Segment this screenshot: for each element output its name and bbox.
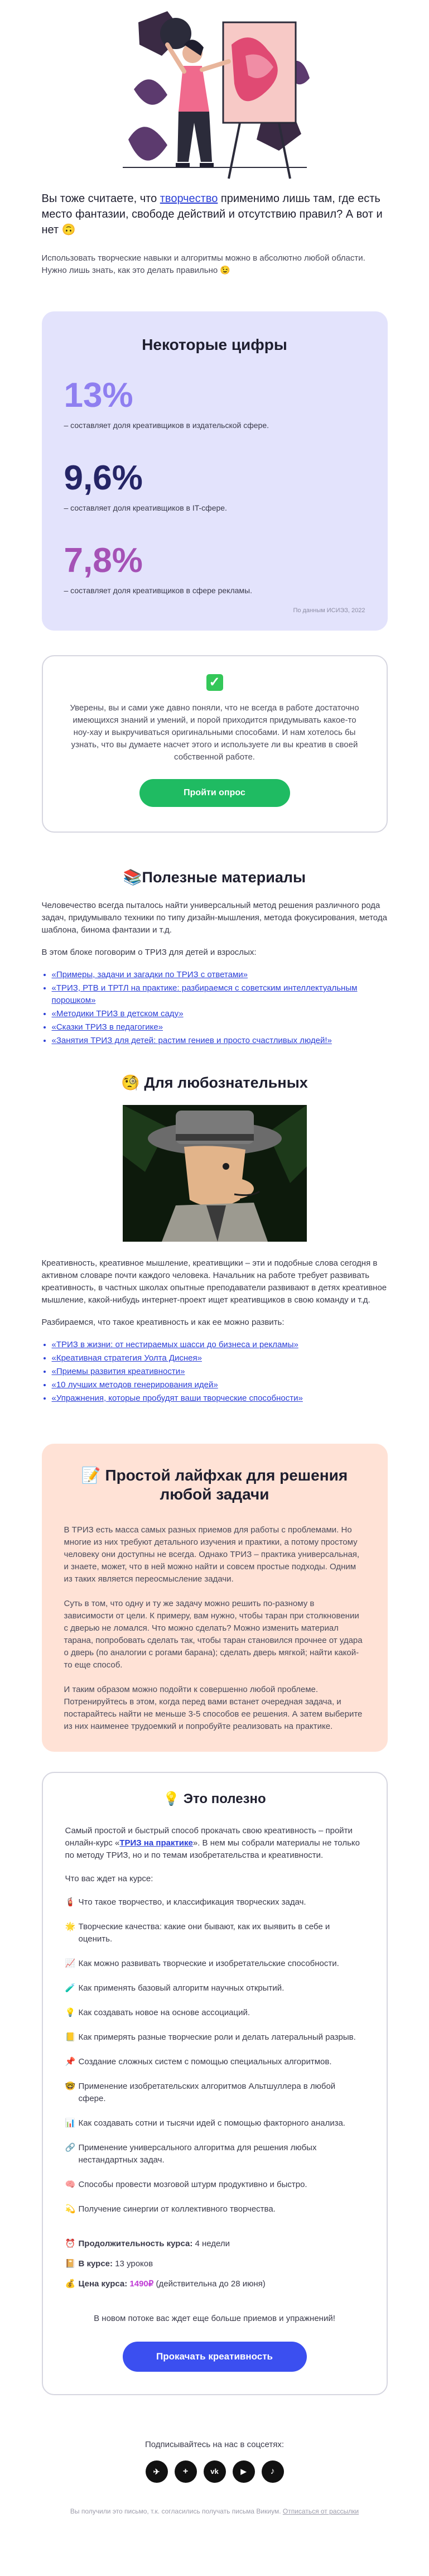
material-link[interactable]: «Занятия ТРИЗ для детей: растим гениев и просто счастливых людей!» (51, 1036, 332, 1045)
intro-text-end: применимо лишь там, где есть место фантазии, свободе действий и отсутствию правил? А вот и нет 🙃 (41, 193, 383, 236)
list-item (65, 2142, 364, 2166)
item-text: Творческие качества: какие они бывают, как их выявить в себе и оценить. (78, 1922, 330, 1944)
list-item (65, 2031, 364, 2044)
unsubscribe-link[interactable]: Отписаться от рассылки (282, 2507, 359, 2515)
intro-question (42, 191, 388, 238)
item-icon: 🧠 (65, 2180, 76, 2189)
item-icon: 📌 (65, 2057, 76, 2066)
item-text: Как создавать новое на основе ассоциаций. (78, 2008, 250, 2017)
stats-source: По данным ИСИЭЗ, 2022 (293, 607, 365, 614)
course-intro-start: Самый простой и быстрый способ прокачать свою креативность – пройти онлайн-курс « (65, 1826, 353, 1848)
list-item (65, 1958, 364, 1970)
lifehack-title: 📝 Простой лайфхак для решения любой задачи (81, 1467, 348, 1503)
item-icon: 🧯 (65, 1897, 76, 1907)
stat-text-publishing: – составляет доля креативщиков в издательской сфере. (64, 421, 269, 430)
course-price (65, 2278, 364, 2290)
list-item (65, 2203, 364, 2215)
list-item[interactable] (52, 1035, 388, 1047)
item-text: Получение синергии от коллективного творчества. (78, 2204, 276, 2214)
tiktok-icon[interactable]: ♪ (262, 2460, 284, 2483)
price-label: Цена курса: (78, 2279, 128, 2289)
stat-value-it: 9,6% (64, 459, 143, 497)
creativity-link[interactable]: творчество (160, 193, 218, 205)
curious-title: 🧐 Для любознательных (121, 1074, 308, 1091)
lifehack-paragraph-3: И таким образом можно подойти к совершенно любой проблеме. Потренируйтесь в этом, когда перед вами встанет очередная задача, и постарайтесь найти не меньше 3-5 способов ее решения. А затем выберите из них наименее трудоемкий и попробуйте реализовать на практике. (64, 1685, 363, 1731)
list-item[interactable] (52, 1008, 388, 1020)
materials-paragraph: Человечество всегда пыталось найти универсальный метод решения различного рода задач, придумывало техники по типу дизайн-мышления, метода фокусирования, метода шаблона, бинома фантазии и т.д. (41, 901, 387, 935)
list-item (65, 1921, 364, 1945)
list-item (65, 1982, 364, 1995)
money-icon: 💰 (65, 2279, 76, 2289)
list-item (65, 2056, 364, 2068)
duration-value: 4 недели (192, 2239, 230, 2248)
stats-title: Некоторые цифры (142, 336, 287, 353)
price-note: (действительна до 28 июня) (153, 2279, 266, 2289)
lifehack-card (42, 1444, 388, 1752)
item-icon: 🧪 (65, 1983, 76, 1993)
notebook-icon: 📔 (65, 2259, 76, 2269)
footer-text: Вы получили это письмо, т.к. согласились получать письма Викиум. (70, 2507, 283, 2515)
stat-text-advertising: – составляет доля креативщиков в сфере рекламы. (64, 586, 252, 595)
item-icon: 🌟 (65, 1922, 76, 1931)
item-text: Что такое творчество, и классификация творческих задач. (78, 1897, 306, 1907)
item-icon: 💫 (65, 2204, 76, 2214)
course-intro (65, 1825, 364, 1862)
material-link[interactable]: «ТРИЗ, РТВ и ТРТЛ на практике: разбираемся с советским интеллектуальным порошком» (51, 983, 358, 1005)
curious-link[interactable]: «Приемы развития креативности» (51, 1367, 185, 1376)
course-lessons (65, 2258, 364, 2270)
intro-subtext: Использовать творческие навыки и алгоритмы можно в абсолютно любой области. Нужно лишь знать, как это делать правильно 😉 (41, 253, 365, 275)
materials-intro: В этом блоке поговорим о ТРИЗ для детей и взрослых: (41, 948, 257, 957)
duration-label: Продолжительность курса: (78, 2239, 193, 2248)
price-value: 1490₽ (129, 2279, 154, 2289)
plus-icon[interactable]: + (175, 2460, 197, 2483)
check-icon: ✓ (206, 674, 223, 691)
course-note: В новом потоке вас ждет еще больше приемов и упражнений! (94, 2314, 335, 2323)
stats-card (42, 311, 388, 631)
course-intro-end: ». В нем мы собрали материалы не только по методу ТРИЗ, но и по темам изобретательства и креативности. (65, 1838, 360, 1860)
curious-link[interactable]: «Креативная стратегия Уолта Диснея» (51, 1353, 202, 1363)
list-item (65, 2117, 364, 2130)
curious-link[interactable]: «Упражнения, которые пробудят ваши творческие способности» (51, 1393, 303, 1403)
survey-card (42, 655, 388, 833)
item-text: Как примерять разные творческие роли и делать латеральный разрыв. (78, 2032, 356, 2042)
list-item (65, 1896, 364, 1909)
list-item[interactable] (52, 1352, 388, 1364)
lifehack-paragraph-2: Суть в том, что одну и ту же задачу можно решить по-разному в зависимости от цели. К примеру, вам нужно, чтобы таран при столкновении с дверью не ломался. Что можно сделать? Можно изменить материал тарана, попробовать сделать так, чтобы таран становился прочнее от удара о дверь (по аналогии с рогами барана); сделать дверь мягкой; найти какой-то еще способ. (64, 1599, 363, 1670)
list-item[interactable] (52, 969, 388, 981)
list-item[interactable] (52, 1366, 388, 1378)
list-item[interactable] (52, 1392, 388, 1405)
survey-text: Уверены, вы и сами уже давно поняли, что не всегда в работе достаточно имеющихся знаний и умений, и порой приходится придумывать какое-то ноу-хау и выкручиваться оригинальными способами. И нам хотелось бы узнать, что вы думаете насчет этого и используете ли вы креатив в своей собственной работе. (70, 703, 359, 762)
stat-text-it: – составляет доля креативщиков в IT-сфере. (64, 503, 227, 512)
item-icon: 📒 (65, 2032, 76, 2042)
telegram-icon[interactable]: ✈ (146, 2460, 168, 2483)
item-text: Как можно развивать творческие и изобретательские способности. (78, 1959, 339, 1968)
boost-creativity-button[interactable]: Прокачать креативность (123, 2342, 307, 2372)
intro-text-start: Вы тоже считаете, что (41, 193, 160, 205)
social-links (0, 2460, 429, 2483)
item-icon: 💡 (65, 2008, 76, 2017)
hero-illustration (0, 0, 429, 184)
curious-link[interactable]: «ТРИЗ в жизни: от нестираемых шасси до бизнеса и рекламы» (51, 1340, 298, 1349)
materials-title: 📚Полезные материалы (123, 869, 306, 886)
course-link[interactable]: ТРИЗ на практике (119, 1838, 193, 1848)
curious-intro: Разбираемся, что такое креативность и как ее можно развить: (41, 1318, 285, 1327)
item-text: Применение универсального алгоритма для решения любых нестандартных задач. (78, 2143, 317, 2165)
material-link[interactable]: «Примеры, задачи и загадки по ТРИЗ с ответами» (51, 970, 248, 979)
subscribe-text: Подписывайтесь на нас в соцсетях: (144, 2440, 285, 2449)
item-icon: 🔗 (65, 2143, 76, 2152)
take-survey-button[interactable]: Пройти опрос (139, 779, 290, 807)
item-text: Как применять базовый алгоритм научных открытий. (78, 1983, 285, 1993)
clock-icon: ⏰ (65, 2239, 76, 2248)
list-item[interactable] (52, 982, 388, 1007)
item-text: Создание сложных систем с помощью специальных алгоритмов. (78, 2057, 332, 2066)
material-link[interactable]: «Сказки ТРИЗ в педагогике» (51, 1022, 163, 1032)
lessons-label: В курсе: (78, 2259, 113, 2269)
item-text: Применение изобретательских алгоритмов Альтшуллера в любой сфере. (78, 2082, 336, 2103)
stat-value-publishing: 13% (64, 376, 133, 415)
curious-link[interactable]: «10 лучших методов генерирования идей» (51, 1380, 218, 1390)
curious-links (42, 1339, 388, 1405)
list-item[interactable] (52, 1379, 388, 1391)
vk-icon[interactable]: vk (204, 2460, 226, 2483)
course-card (42, 1772, 388, 2395)
youtube-icon[interactable]: ▶ (233, 2460, 255, 2483)
item-icon: 📊 (65, 2118, 76, 2128)
item-text: Способы провести мозговой штурм продуктивно и быстро. (78, 2180, 307, 2189)
footer (0, 2507, 429, 2515)
list-item[interactable] (52, 1339, 388, 1351)
course-title: 💡 Это полезно (163, 1791, 266, 1806)
list-item (65, 2007, 364, 2019)
course-duration (65, 2238, 364, 2250)
item-icon: 📈 (65, 1959, 76, 1968)
item-text: Как создавать сотни и тысячи идей с помощью факторного анализа. (78, 2118, 345, 2128)
curious-paragraph: Креативность, креативное мышление, креативщики – эти и подобные слова сегодня в активном словаре почти каждого человека. Начальник на работе требует развивать креативность, в частных школах опытные преподаватели развивают в детях креативное мышление, какой-нибудь интернет-проект ищет креативщиков в свою команду и т.д. (41, 1258, 387, 1305)
item-icon: 🤓 (65, 2082, 76, 2091)
lessons-value: 13 уроков (113, 2259, 153, 2269)
inspector-gadget-image (123, 1105, 307, 1242)
stat-value-advertising: 7,8% (64, 541, 143, 580)
list-item (65, 2080, 364, 2105)
course-list-intro: Что вас ждет на курсе: (65, 1874, 153, 1883)
material-link[interactable]: «Методики ТРИЗ в детском саду» (51, 1009, 184, 1018)
list-item (65, 2179, 364, 2191)
materials-links (42, 969, 388, 1047)
lifehack-paragraph-1: В ТРИЗ есть масса самых разных приемов для работы с проблемами. Но многие из них требуют детального изучения и практики, а потому простому человеку они доступны не всегда. Однако ТРИЗ – практика универсальная, и знаете, может, что в ней можно найти и совсем простые подходы. Одним из таких является переосмысление задачи. (64, 1525, 360, 1584)
list-item[interactable] (52, 1021, 388, 1034)
